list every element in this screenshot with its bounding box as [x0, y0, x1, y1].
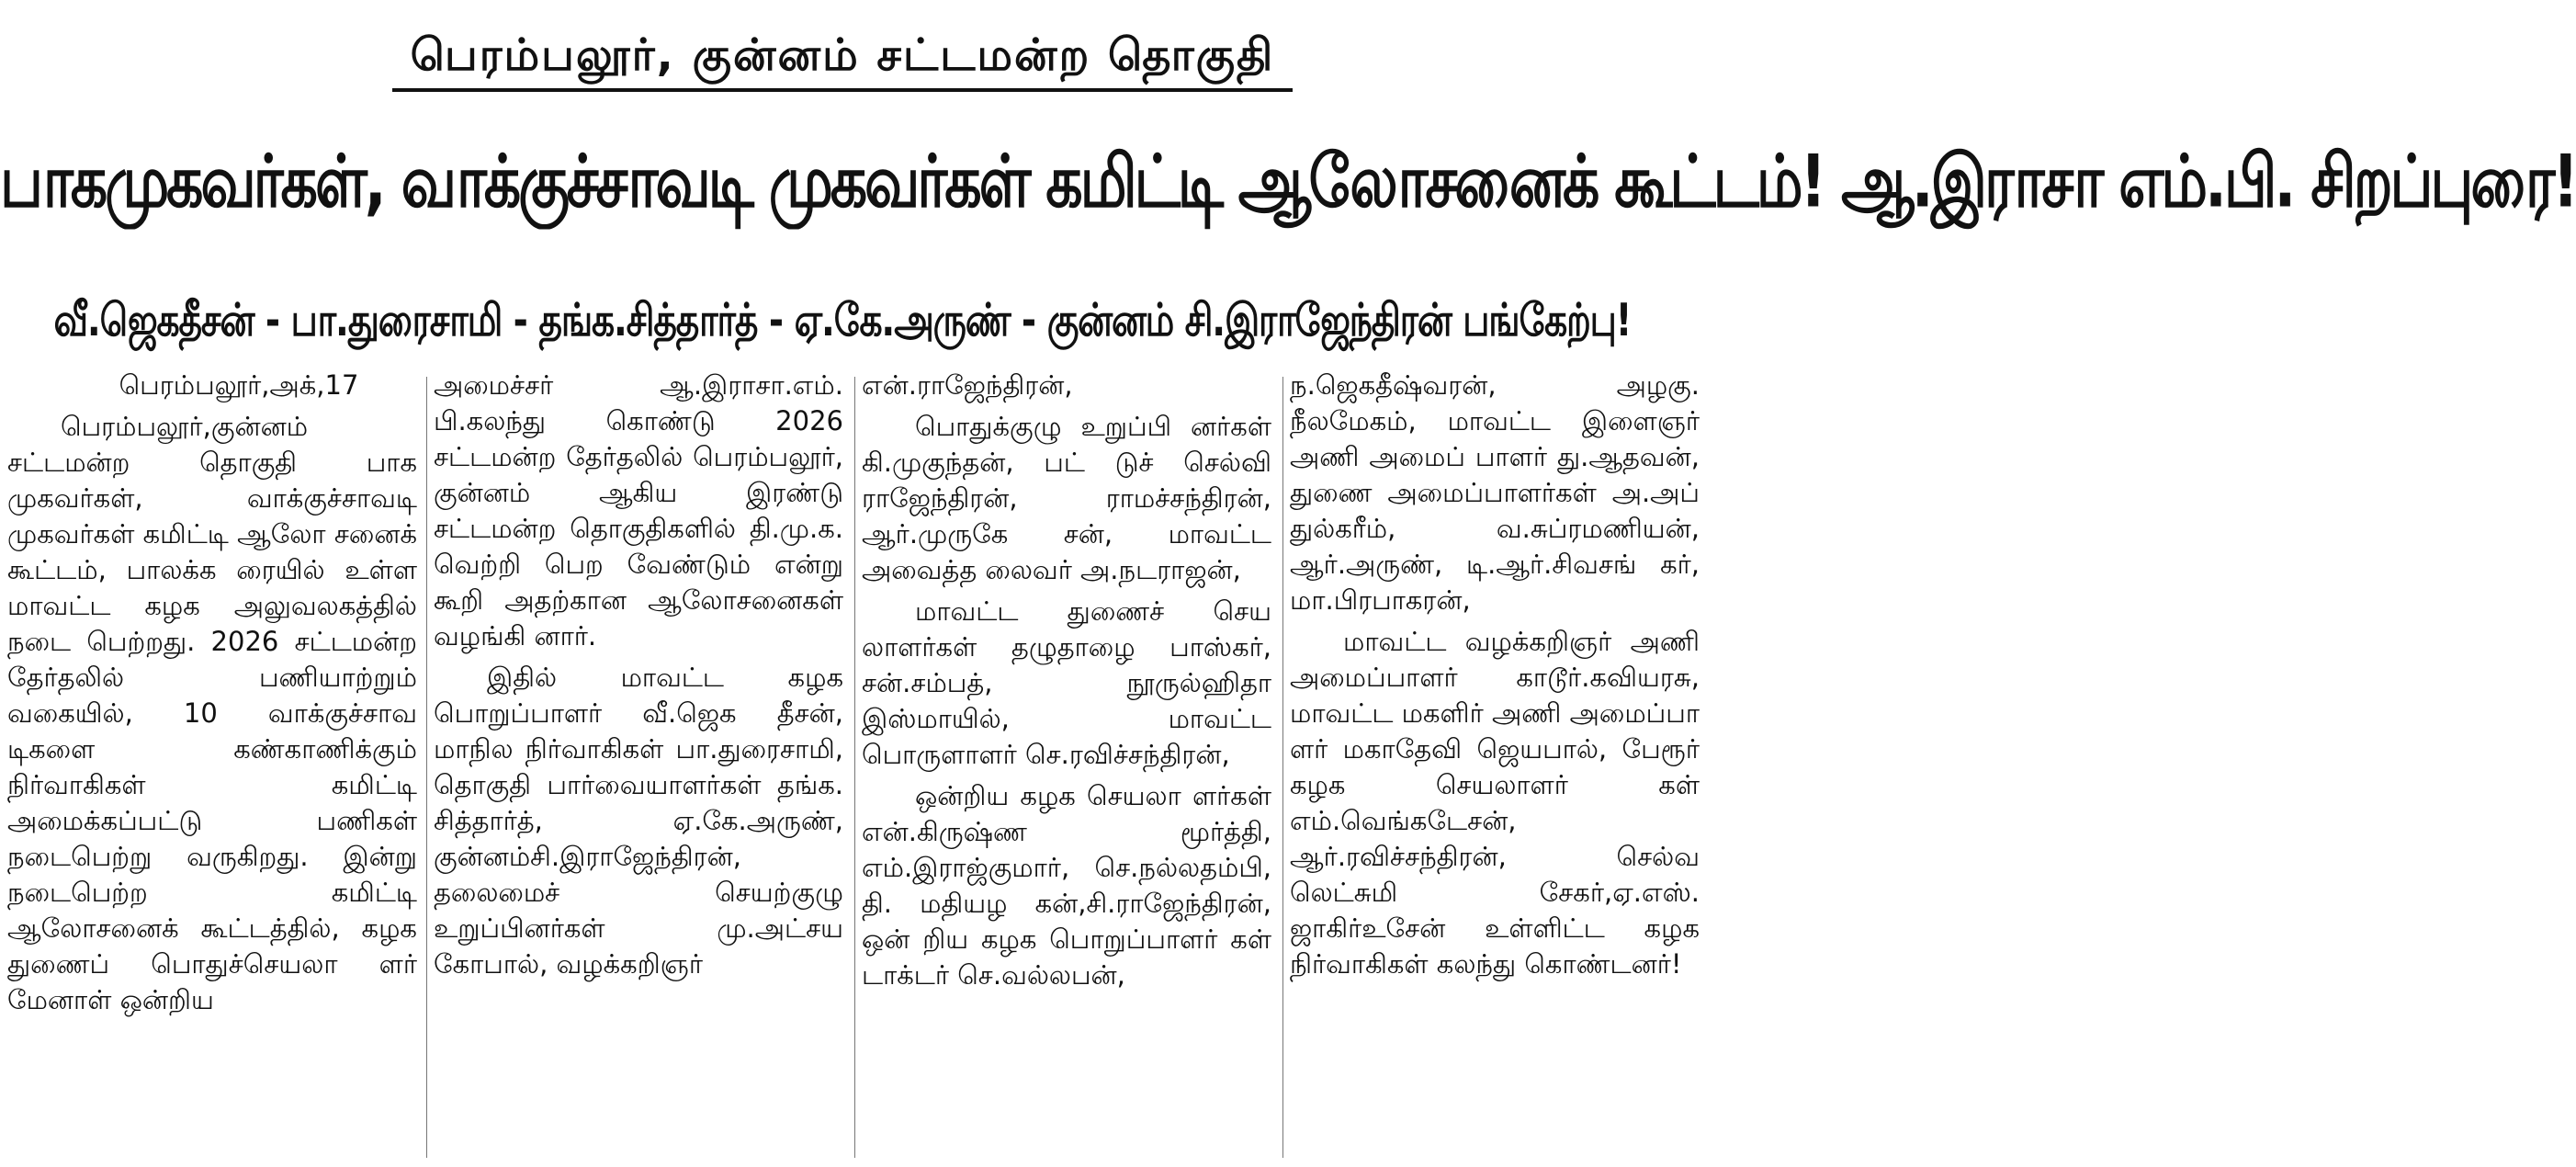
article-paragraph: பொதுக்குழு உறுப்பி னர்கள் கி.முகுந்தன், பட் டுச் செல்வி ராஜேந்திரன், ராமச்சந்திரன், ஆர்.முருகே சன், மாவட்ட அவைத்த லைவர் அ.நடராஜன்,	[862, 411, 1271, 585]
article-column-3	[862, 368, 1271, 1167]
article-paragraph: பெரம்பலூர்,குன்னம் சட்டமன்ற தொகுதி பாக முகவர்கள், வாக்குச்சாவடி முகவர்கள் கமிட்டி ஆலோ சனைக் கூட்டம், பாலக்க ரையில் உள்ள மாவட்ட கழக அலுவலகத்தில் நடை பெற்றது. 2026 சட்டமன்ற தேர்தலில் பணியாற்றும் வகையில், 10 வாக்குச்சாவ டிகளை கண்காணிக்கும் நிர்வாகிகள் கமிட்டி அமைக்கப்பட்டு பணிகள் நடைபெற்று வருகிறது. இன்று நடைபெற்ற கமிட்டி ஆலோசனைக் கூட்டத்தில், கழக துணைப் பொதுச்செயலா ளர் மேனாள் ஒன்றிய	[7, 411, 417, 1015]
article-paragraph: இதில் மாவட்ட கழக பொறுப்பாளர் வீ.ஜெக தீசன், மாநில நிர்வாகிகள் பா.துரைசாமி, தொகுதி பார்வையாளர்கள் தங்க. சித்தார்த், ஏ.கே.அருண், குன்னம்சி.இராஜேந்திரன், தலைமைச் செயற்குழு உறுப்பினர்கள் மு.அட்சய கோபால், வழக்கறிஞர்	[434, 662, 843, 980]
article-paragraph: என்.ராஜேந்திரன்,	[862, 369, 1073, 401]
article-column-1	[7, 368, 417, 1167]
article-column-2	[434, 368, 843, 1167]
dateline: பெரம்பலூர்,அக்,17	[119, 369, 359, 401]
article-paragraph: ந.ஜெகதீஷ்வரன், அழகு. நீலமேகம், மாவட்ட இளைஞர் அணி அமைப் பாளர் து.ஆதவன், துணை அமைப்பாளர்கள் அ.அப் துல்கரீம், வ.சுப்ரமணியன், ஆர்.அருண், டி.ஆர்.சிவசங் கர், மா.பிரபாகரன்,	[1290, 369, 1700, 616]
article-paragraph: மாவட்ட துணைச் செய லாளர்கள் தழுதாழை பாஸ்கர், சன்.சம்பத், நூருல்ஹிதா இஸ்மாயில், மாவட்ட பொருளாளர் செ.ரவிச்சந்திரன்,	[862, 595, 1271, 770]
kicker-title: பெரம்பலூர், குன்னம் சட்டமன்ற தொகுதி	[392, 28, 1294, 92]
article-paragraph: ஒன்றிய கழக செயலா ளர்கள் என்.கிருஷ்ண மூர்த்தி, எம்.இராஜ்குமார், செ.நல்லதம்பி, தி. மதியழ கன்,சி.ராஜேந்திரன், ஒன் றிய கழக பொறுப்பாளர் கள் டாக்டர் செ.வல்லபன்,	[862, 780, 1271, 991]
article-body	[7, 368, 1700, 1167]
article-paragraph: அமைச்சர் ஆ.இராசா.எம். பி.கலந்து கொண்டு 2026 சட்டமன்ற தேர்தலில் பெரம்பலூர், குன்னம் ஆகிய இரண்டு சட்டமன்ற தொகுதிகளில் தி.மு.க. வெற்றி பெற வேண்டும் என்று கூறி அதற்கான ஆலோசனைகள் வழங்கி னார்.	[434, 369, 843, 651]
kicker-container	[0, 28, 1685, 92]
article-paragraph: மாவட்ட வழக்கறிஞர் அணி அமைப்பாளர் காடூர்.கவியரசு, மாவட்ட மகளிர் அணி அமைப்பா ளர் மகாதேவி ஜெயபால், பேரூர் கழக செயலாளர் கள் எம்.வெங்கடேசன், ஆர்.ரவிச்சந்திரன், செல்வ லெட்சுமி சேகர்,ஏ.எஸ். ஜாகிர்உசேன் உள்ளிட்ட கழக நிர்வாகிகள் கலந்து கொண்டனர்!	[1290, 626, 1700, 980]
subheadline: வீ.ஜெகதீசன் - பா.துரைசாமி - தங்க.சித்தார்த் - ஏ.கே.அருண் - குன்னம் சி.இராஜேந்திரன் பங்கேற்பு!	[53, 295, 1632, 347]
headline: பாகமுகவர்கள், வாக்குச்சாவடி முகவர்கள் கமிட்டி ஆலோசனைக் கூட்டம்! ஆ.இராசா எம்.பி. சிறப்புரை!	[0, 139, 2576, 223]
article-column-4	[1290, 368, 1700, 1167]
